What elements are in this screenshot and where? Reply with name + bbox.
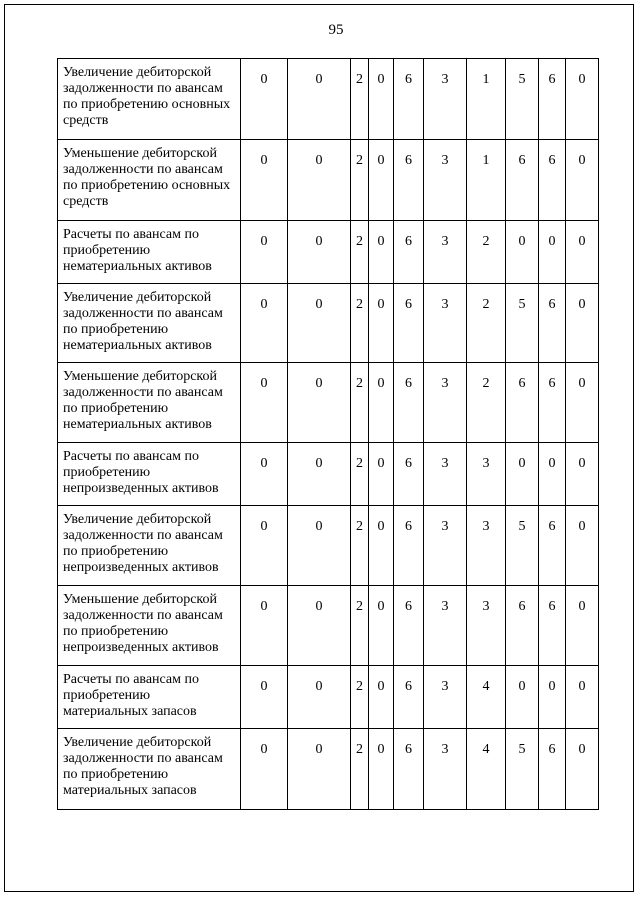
code-digit: 6 xyxy=(539,729,566,810)
code-digit: 0 xyxy=(288,506,351,586)
code-digit: 0 xyxy=(369,586,394,666)
code-digit: 3 xyxy=(424,506,467,586)
code-digit: 6 xyxy=(539,284,566,363)
table-row xyxy=(58,363,599,443)
code-digit: 0 xyxy=(288,586,351,666)
table-row xyxy=(58,443,599,506)
code-digit: 4 xyxy=(467,729,506,810)
code-digit: 6 xyxy=(394,443,424,506)
table-row xyxy=(58,284,599,363)
code-digit: 0 xyxy=(369,140,394,221)
row-label: Расчеты по авансам по приобретению непроизведенных активов xyxy=(58,443,241,506)
code-digit: 2 xyxy=(467,221,506,284)
code-digit: 0 xyxy=(539,443,566,506)
code-digit: 2 xyxy=(467,284,506,363)
row-label: Расчеты по авансам по приобретению нематериальных активов xyxy=(58,221,241,284)
code-digit: 0 xyxy=(241,443,288,506)
code-digit: 5 xyxy=(506,729,539,810)
code-digit: 0 xyxy=(566,586,599,666)
code-digit: 0 xyxy=(369,729,394,810)
code-digit: 6 xyxy=(539,586,566,666)
code-digit: 3 xyxy=(424,729,467,810)
code-digit: 2 xyxy=(351,506,369,586)
code-digit: 5 xyxy=(506,284,539,363)
code-digit: 0 xyxy=(566,221,599,284)
row-label: Увеличение дебиторской задолженности по авансам по приобретению нематериальных активов xyxy=(58,284,241,363)
code-digit: 0 xyxy=(506,221,539,284)
code-digit: 0 xyxy=(288,363,351,443)
code-digit: 0 xyxy=(369,284,394,363)
code-digit: 1 xyxy=(467,140,506,221)
table-row xyxy=(58,221,599,284)
table-row xyxy=(58,729,599,810)
code-digit: 3 xyxy=(424,284,467,363)
code-digit: 0 xyxy=(566,506,599,586)
code-digit: 0 xyxy=(566,363,599,443)
table-row xyxy=(58,666,599,729)
code-digit: 6 xyxy=(394,140,424,221)
code-digit: 6 xyxy=(394,221,424,284)
code-digit: 6 xyxy=(539,59,566,140)
code-digit: 0 xyxy=(369,443,394,506)
code-digit: 0 xyxy=(566,140,599,221)
table-row xyxy=(58,506,599,586)
code-digit: 0 xyxy=(369,221,394,284)
table-row xyxy=(58,59,599,140)
code-digit: 6 xyxy=(394,284,424,363)
code-digit: 3 xyxy=(424,221,467,284)
code-digit: 0 xyxy=(506,443,539,506)
code-digit: 3 xyxy=(424,140,467,221)
code-digit: 6 xyxy=(506,140,539,221)
code-digit: 2 xyxy=(351,284,369,363)
code-digit: 3 xyxy=(467,506,506,586)
code-digit: 2 xyxy=(351,140,369,221)
code-digit: 0 xyxy=(288,666,351,729)
code-digit: 6 xyxy=(394,59,424,140)
code-digit: 0 xyxy=(288,443,351,506)
row-label: Увеличение дебиторской задолженности по авансам по приобретению основных средств xyxy=(58,59,241,140)
code-digit: 3 xyxy=(424,586,467,666)
code-digit: 6 xyxy=(394,729,424,810)
code-digit: 2 xyxy=(351,586,369,666)
code-digit: 0 xyxy=(566,666,599,729)
row-label: Уменьшение дебиторской задолженности по авансам по приобретению основных средств xyxy=(58,140,241,221)
code-digit: 0 xyxy=(566,729,599,810)
code-digit: 0 xyxy=(539,666,566,729)
code-digit: 2 xyxy=(351,221,369,284)
code-digit: 2 xyxy=(467,363,506,443)
code-digit: 0 xyxy=(369,363,394,443)
code-digit: 6 xyxy=(506,363,539,443)
code-digit: 0 xyxy=(241,284,288,363)
code-digit: 0 xyxy=(241,666,288,729)
code-digit: 2 xyxy=(351,363,369,443)
code-digit: 1 xyxy=(467,59,506,140)
code-digit: 0 xyxy=(288,284,351,363)
code-digit: 6 xyxy=(539,506,566,586)
page-number: 95 xyxy=(328,22,344,38)
row-label: Увеличение дебиторской задолженности по авансам по приобретению непроизведенных активов xyxy=(58,506,241,586)
code-digit: 0 xyxy=(539,221,566,284)
code-digit: 6 xyxy=(506,586,539,666)
code-digit: 0 xyxy=(241,363,288,443)
table-row xyxy=(58,140,599,221)
code-digit: 2 xyxy=(351,666,369,729)
code-digit: 2 xyxy=(351,59,369,140)
code-digit: 0 xyxy=(288,221,351,284)
code-digit: 0 xyxy=(288,59,351,140)
code-digit: 0 xyxy=(288,729,351,810)
code-digit: 3 xyxy=(424,443,467,506)
code-digit: 0 xyxy=(241,140,288,221)
code-digit: 6 xyxy=(394,666,424,729)
code-digit: 0 xyxy=(241,506,288,586)
code-digit: 0 xyxy=(369,506,394,586)
code-digit: 0 xyxy=(241,729,288,810)
code-digit: 0 xyxy=(566,59,599,140)
code-digit: 6 xyxy=(394,586,424,666)
code-digit: 4 xyxy=(467,666,506,729)
code-digit: 0 xyxy=(566,284,599,363)
code-digit: 0 xyxy=(241,586,288,666)
code-digit: 6 xyxy=(394,506,424,586)
table-row xyxy=(58,586,599,666)
row-label: Расчеты по авансам по приобретению материальных запасов xyxy=(58,666,241,729)
code-digit: 6 xyxy=(394,363,424,443)
row-label: Уменьшение дебиторской задолженности по авансам по приобретению непроизведенных активов xyxy=(58,586,241,666)
row-label: Увеличение дебиторской задолженности по авансам по приобретению материальных запасов xyxy=(58,729,241,810)
code-digit: 0 xyxy=(288,140,351,221)
code-digit: 3 xyxy=(467,586,506,666)
code-digit: 3 xyxy=(424,59,467,140)
code-digit: 2 xyxy=(351,443,369,506)
code-digit: 3 xyxy=(424,666,467,729)
code-digit: 0 xyxy=(241,221,288,284)
code-digit: 3 xyxy=(467,443,506,506)
code-digit: 0 xyxy=(369,666,394,729)
code-digit: 6 xyxy=(539,140,566,221)
code-digit: 2 xyxy=(351,729,369,810)
code-digit: 5 xyxy=(506,506,539,586)
row-label: Уменьшение дебиторской задолженности по авансам по приобретению нематериальных активов xyxy=(58,363,241,443)
code-digit: 6 xyxy=(539,363,566,443)
code-digit: 3 xyxy=(424,363,467,443)
accounts-table xyxy=(57,58,599,810)
code-digit: 5 xyxy=(506,59,539,140)
code-digit: 0 xyxy=(369,59,394,140)
code-digit: 0 xyxy=(566,443,599,506)
code-digit: 0 xyxy=(506,666,539,729)
code-digit: 0 xyxy=(241,59,288,140)
